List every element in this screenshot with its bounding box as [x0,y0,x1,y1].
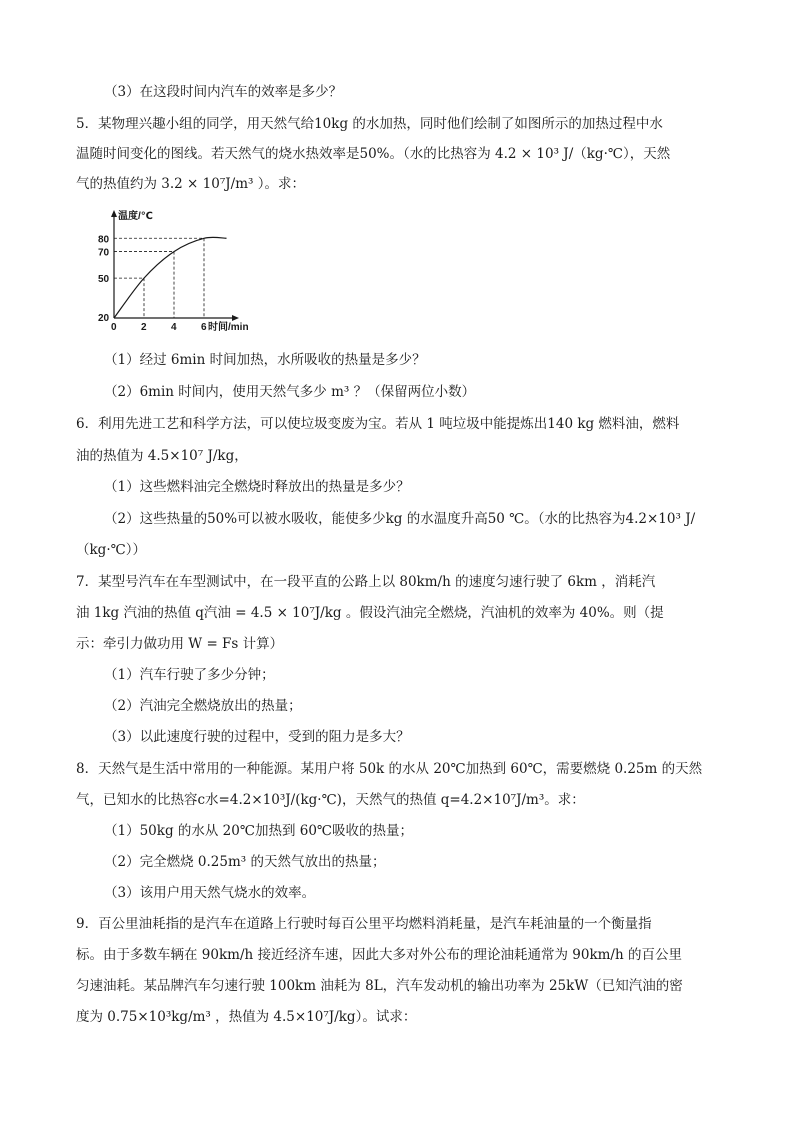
x-tick-label: 0 [111,322,117,333]
y-axis-arrow [111,210,117,217]
guide-lines [114,238,204,318]
text-line: （2）汽油完全燃烧放出的热量； [104,698,302,714]
text-line: （3）该用户用天然气烧水的效率。 [104,885,316,901]
text-line: （2）这些热量的50%可以被水吸收，能使多少kg 的水温度升高50 ℃。（水的比热容为4.2×10³ J/ [104,511,696,527]
x-tick-label: 4 [171,322,177,333]
question-8-line: 8．天然气是生活中常用的一种能源。某用户将 50k 的水从 20℃加热到 60℃，需要燃烧 0.25m 的天然 [76,761,703,777]
text-line: （1）这些燃料油完全燃烧时释放出的热量是多少？ [104,479,410,495]
x-tick-label: 2 [141,322,147,333]
question-6-line: 6．利用先进工艺和科学方法，可以使垃圾变废为宝。若从 1 吨垃圾中能提炼出140 kg 燃料油，燃料 [76,416,680,432]
text-line: 标。由于多数车辆在 90km/h 接近经济车速，因此大多对外公布的理论油耗通常为 90km/h 的百公里 [76,947,682,963]
x-tick-labels [111,322,207,333]
y-tick-label: 80 [98,234,110,246]
y-tick-label: 50 [98,274,110,286]
text-line: （1）汽车行驶了多少分钟； [104,667,275,683]
text-line: （3）在这段时间内汽车的效率是多少？ [104,84,343,100]
temperature-time-chart [94,205,249,333]
question-9-line: 9．百公里油耗指的是汽车在道路上行驶时每百公里平均燃料消耗量，是汽车耗油量的一个衡量指 [76,916,652,932]
text-line: 气，已知水的比热容c水=4.2×10³J/(kg·℃)，天然气的热值 q=4.2×10⁷J/m³。求： [76,792,585,808]
text-line: 示：牵引力做功用 W = Fs 计算） [76,636,284,652]
x-tick-label: 6 [201,322,207,333]
y-tick-labels [98,234,110,324]
text-line: （2）完全燃烧 0.25m³ 的天然气放出的热量； [104,854,386,870]
text-line: （1）经过 6min 时间加热，水所吸收的热量是多少？ [104,352,426,368]
text-line: 油 1kg 汽油的热值 q汽油 = 4.5 × 10⁷J/kg 。假设汽油完全燃烧，汽油机的效率为 40%。则（提 [76,605,664,621]
text-line: 气的热值约为 3.2 × 10⁷J/m³ ）。求： [76,176,305,192]
text-line: 匀速油耗。某品牌汽车匀速行驶 100km 油耗为 8L，汽车发动机的输出功率为 25kW（已知汽油的密 [76,978,683,994]
y-axis-label: 温度/℃ [118,211,153,222]
text-line: 温随时间变化的图线。若天然气的烧水热效率是50%。（水的比热容为 4.2 × 10³ J/（kg·℃），天然 [76,146,671,162]
text-line: （kg·℃）） [76,542,146,558]
text-line: （1）50kg 的水从 20℃加热到 60℃吸收的热量； [104,823,414,839]
question-5-line: 5．某物理兴趣小组的同学，用天然气给10kg 的水加热，同时他们绘制了如图所示的加热过程中水 [76,116,663,132]
x-axis-arrow [232,315,239,321]
y-tick-label: 20 [98,313,110,324]
question-7-line: 7．某型号汽车在车型测试中，在一段平直的公路上以 80km/h 的速度匀速行驶了 6km ，消耗汽 [76,574,656,590]
text-line: 油的热值为 4.5×10⁷ J/kg， [76,448,248,464]
text-line: （2）6min 时间内，使用天然气多少 m³ ？（保留两位小数） [104,384,476,400]
text-line: 度为 0.75×10³kg/m³ ，热值为 4.5×10⁷J/kg）。试求： [76,1009,417,1025]
x-axis-label: 时间/min [208,322,249,333]
series-line [114,237,227,318]
text-line: （3）以此速度行驶的过程中，受到的阻力是多大？ [104,729,410,745]
y-tick-label: 70 [98,247,110,259]
